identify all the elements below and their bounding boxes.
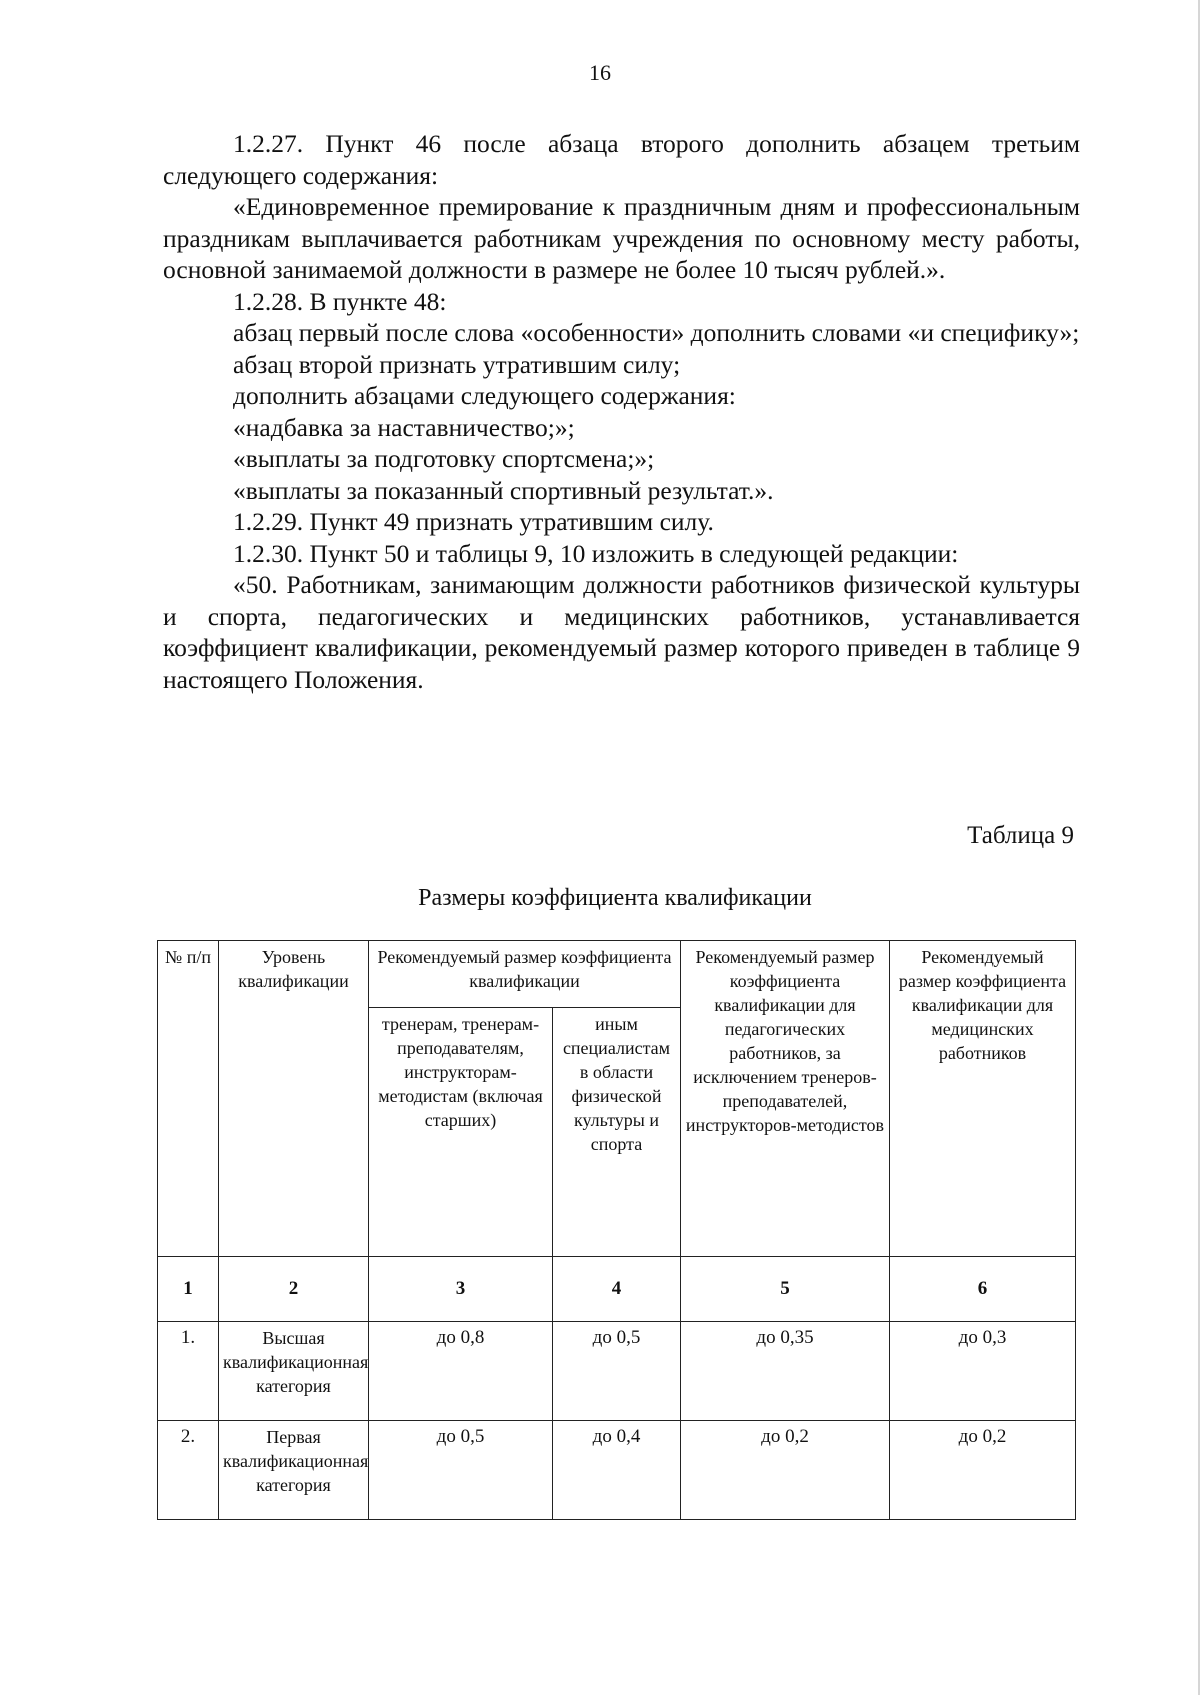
- table-row: [158, 1322, 1076, 1421]
- paragraph: 1.2.30. Пункт 50 и таблицы 9, 10 изложить в следующей редакции:: [233, 538, 959, 568]
- column-number: 1: [158, 1257, 219, 1322]
- row-coaches-value: до 0,8: [369, 1322, 553, 1421]
- paragraph: «выплаты за подготовку спортсмена;»;: [233, 444, 655, 473]
- column-number: 4: [553, 1257, 681, 1322]
- column-number: 6: [890, 1257, 1076, 1322]
- body-text: [163, 128, 1080, 695]
- paragraph: 1.2.27. Пункт 46 после абзаца второго дополнить абзацем третьим следующего содержания:: [163, 129, 1080, 190]
- column-number: 3: [369, 1257, 553, 1322]
- table-header-row: [158, 941, 1076, 1008]
- paragraph: 1.2.28. В пункте 48:: [233, 286, 447, 316]
- row-num: 1.: [158, 1322, 219, 1421]
- column-number: 2: [219, 1257, 369, 1322]
- paragraph: «Единовременное премирование к праздничным дням и профессиональным праздникам выплачивается работникам учреждения по основному месту работы, основной занимаемой должности в размере не более 10 тысяч рублей.».: [163, 192, 1080, 284]
- paragraph: дополнить абзацами следующего содержания:: [233, 381, 736, 410]
- table-row: [158, 1421, 1076, 1520]
- row-pedagogical-value: до 0,35: [681, 1322, 890, 1421]
- qualification-coefficient-table: [157, 940, 1076, 1520]
- paragraph: «выплаты за показанный спортивный результат.».: [233, 475, 774, 505]
- row-category: Первая квалификационная категория: [219, 1421, 369, 1520]
- table-title: Размеры коэффициента квалификации: [418, 885, 812, 911]
- header-medical: Рекомендуемый размер коэффициента квалификации для медицинских работников: [890, 941, 1076, 1257]
- column-number: 5: [681, 1257, 890, 1322]
- row-num: 2.: [158, 1421, 219, 1520]
- column-number-row: [158, 1257, 1076, 1322]
- paragraph: абзац первый после слова «особенности» дополнить словами «и специфику»;: [233, 318, 1080, 347]
- row-coaches-value: до 0,5: [369, 1421, 553, 1520]
- paragraph: «50. Работникам, занимающим должности работников физической культуры и спорта, педагогических и медицинских работников, устанавливается коэффициент квалификации, рекомендуемый размер которого приведен в таблице 9 настоящего Положения.: [163, 570, 1080, 694]
- header-group: Рекомендуемый размер коэффициента квалификации: [369, 941, 681, 1008]
- row-medical-value: до 0,3: [890, 1322, 1076, 1421]
- header-pedagogical: Рекомендуемый размер коэффициента квалификации для педагогических работников, за исключением тренеров-преподавателей, инструкторов-методистов: [681, 941, 890, 1257]
- row-others-value: до 0,5: [553, 1322, 681, 1421]
- header-num: № п/п: [158, 941, 219, 1257]
- header-others: иным специалистам в области физической культуры и спорта: [553, 1008, 681, 1257]
- page-number: 16: [589, 60, 611, 85]
- paragraph: 1.2.29. Пункт 49 признать утратившим силу.: [233, 507, 714, 536]
- row-category: Высшая квалификационная категория: [219, 1322, 369, 1421]
- row-others-value: до 0,4: [553, 1421, 681, 1520]
- header-level: Уровень квалификации: [219, 941, 369, 1257]
- paragraph: абзац второй признать утратившим силу;: [233, 349, 681, 379]
- header-coaches: тренерам, тренерам-преподавателям, инструкторам-методистам (включая старших): [369, 1008, 553, 1257]
- scan-edge-artifact: [1190, 0, 1200, 1695]
- row-medical-value: до 0,2: [890, 1421, 1076, 1520]
- paragraph: «надбавка за наставничество;»;: [233, 412, 575, 442]
- table-label: Таблица 9: [967, 822, 1074, 849]
- row-pedagogical-value: до 0,2: [681, 1421, 890, 1520]
